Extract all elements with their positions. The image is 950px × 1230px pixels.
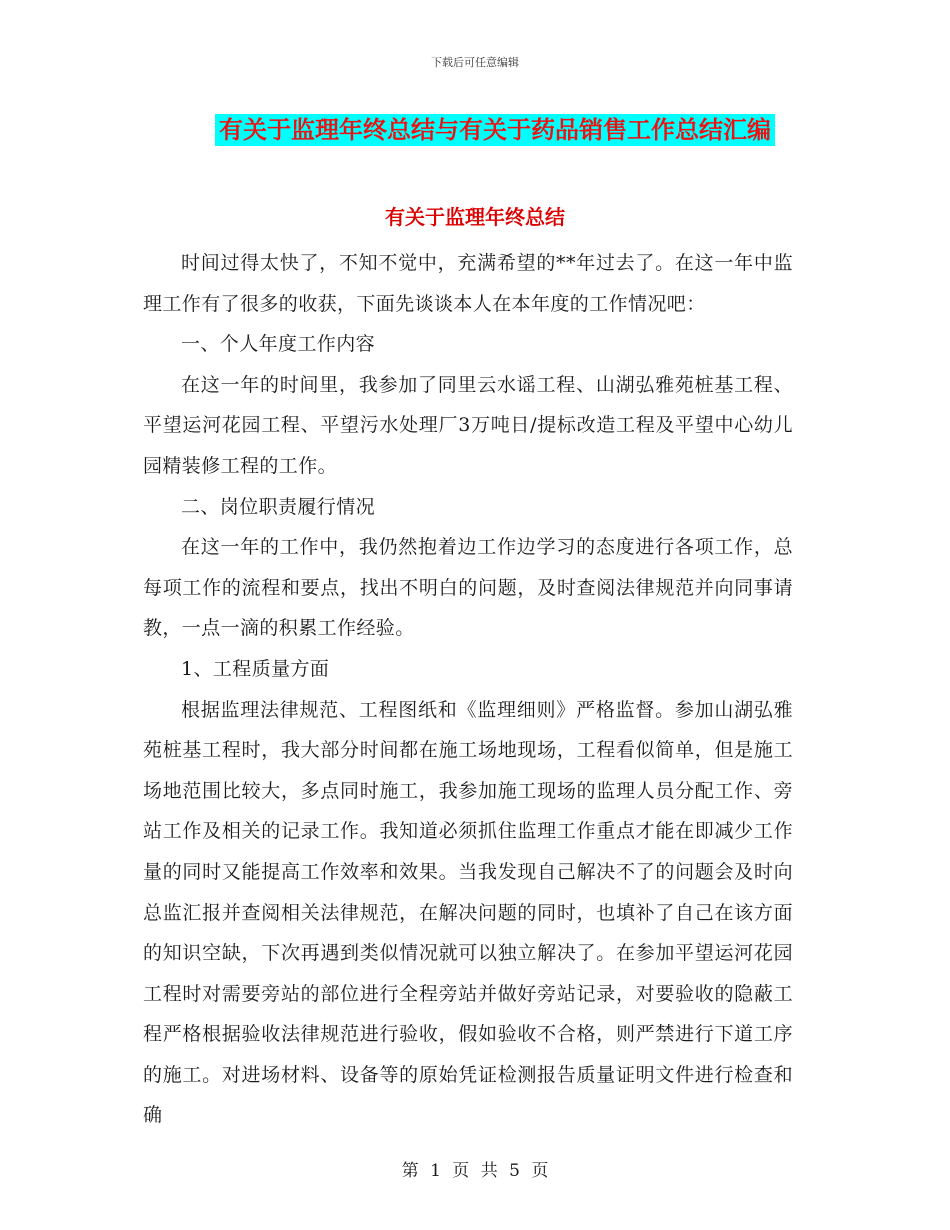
paragraph: 在这一年的工作中，我仍然抱着边工作边学习的态度进行各项工作，总每项工作的流程和要点，找出不明白的问题，及时查阅法律规范并向同事请教，一点一滴的积累工作经验。 xyxy=(143,536,793,640)
paragraph: 时间过得太快了，不知不觉中，充满希望的**年过去了。在这一年中监理工作有了很多的收获，下面先谈谈本人在本年度的工作情况吧： xyxy=(143,252,793,315)
subsection-heading: 二、岗位职责履行情况 xyxy=(181,495,376,518)
footer-page-number: 1 xyxy=(430,1161,441,1181)
subsection-heading: 1、工程质量方面 xyxy=(181,657,330,680)
footer-prefix: 第 xyxy=(401,1161,419,1181)
page-header-note: 下载后可任意编辑 xyxy=(431,56,519,69)
footer-page-unit: 页 xyxy=(452,1161,470,1181)
section-title: 有关于监理年终总结 xyxy=(385,205,565,229)
footer-total-pages: 5 xyxy=(509,1161,520,1181)
footer-total-unit: 页 xyxy=(531,1161,549,1181)
footer-total-prefix: 共 xyxy=(480,1161,498,1181)
main-title-container xyxy=(0,114,950,146)
paragraph: 根据监理法律规范、工程图纸和《监理细则》严格监督。参加山湖弘雅苑桩基工程时，我大部分时间都在施工场地现场，工程看似简单，但是施工场地范围比较大，多点同时施工，我参加施工现场的监理人员分配工作、旁站工作及相关的记录工作。我知道必须抓住监理工作重点才能在即减少工作量的同时又能提高工作效率和效果。当我发现自己解决不了的问题会及时向总监汇报并查阅相关法律规范，在解决问题的同时，也填补了自己在该方面的知识空缺，下次再遇到类似情况就可以独立解决了。在参加平望运河花园工程时对需要旁站的部位进行全程旁站并做好旁站记录，对要验收的隐蔽工程严格根据验收法律规范进行验收，假如验收不合格，则严禁进行下道工序的施工。对进场材料、设备等的原始凭证检测报告质量证明文件进行检查和确 xyxy=(143,698,793,1127)
main-title: 有关于监理年终总结与有关于药品销售工作总结汇编 xyxy=(215,114,775,146)
paragraph: 在这一年的时间里，我参加了同里云水谣工程、山湖弘雅苑桩基工程、平望运河花园工程、平望污水处理厂3万吨日/提标改造工程及平望中心幼儿园精装修工程的工作。 xyxy=(143,373,793,477)
page-footer xyxy=(0,1156,950,1181)
subsection-heading: 一、个人年度工作内容 xyxy=(181,333,376,356)
document-body xyxy=(143,243,793,1136)
